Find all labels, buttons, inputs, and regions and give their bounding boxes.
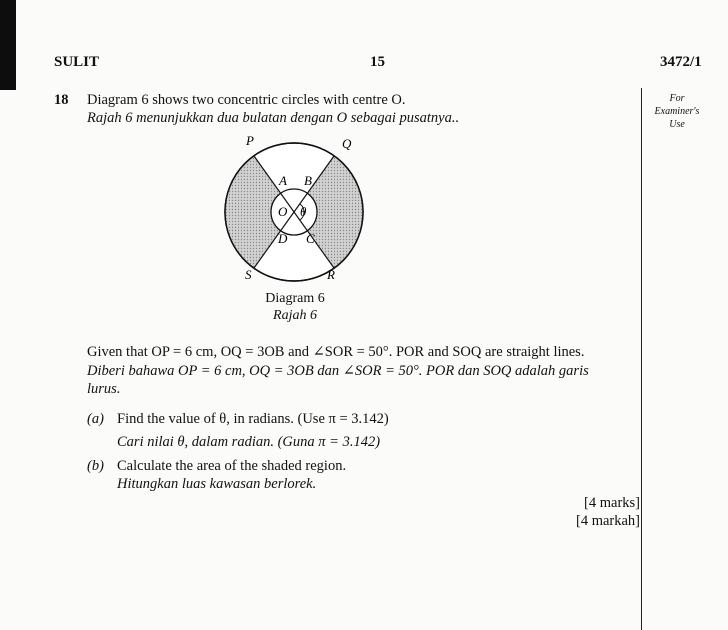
diagram-concentric-circles bbox=[210, 130, 380, 290]
part-b-ms: Hitungkan luas kawasan berlorek. bbox=[117, 476, 317, 492]
label-S: S bbox=[245, 267, 252, 282]
part-a-ms: Cari nilai θ, dalam radian. (Guna π = 3.142) bbox=[117, 434, 381, 450]
intro-ms: Rajah 6 menunjukkan dua bulatan dengan O sebagai pusatnya.. bbox=[87, 110, 460, 126]
given-en: Given that OP = 6 cm, OQ = 3OB and ∠SOR = 50°. POR and SOQ are straight lines. bbox=[87, 344, 585, 360]
diagram-caption-ms: Rajah 6 bbox=[273, 308, 317, 323]
marks-ms: [4 markah] bbox=[575, 513, 640, 529]
examiner-margin-line bbox=[641, 88, 642, 630]
label-P: P bbox=[246, 133, 254, 148]
label-A: A bbox=[279, 173, 287, 188]
part-b-label: (b) bbox=[87, 458, 104, 474]
label-C: C bbox=[306, 231, 315, 246]
marks-en: [4 marks] bbox=[584, 495, 640, 511]
label-Q: Q bbox=[342, 136, 352, 151]
part-a-en: Find the value of θ, in radians. (Use π = 3.142) bbox=[117, 411, 389, 427]
part-a-label: (a) bbox=[87, 411, 104, 427]
label-theta: θ bbox=[300, 204, 307, 219]
page-number: 15 bbox=[370, 54, 385, 70]
diagram-caption-en: Diagram 6 bbox=[265, 291, 325, 306]
examiner-note-3: Use bbox=[669, 119, 685, 130]
intro-en: Diagram 6 shows two concentric circles with centre O. bbox=[87, 92, 406, 108]
given-ms-line2: lurus. bbox=[87, 381, 121, 397]
examiner-note-1: For bbox=[669, 93, 685, 104]
label-D: D bbox=[278, 231, 288, 246]
question-number: 18 bbox=[54, 92, 69, 108]
examiner-note-2: Examiner's bbox=[654, 106, 700, 117]
label-R: R bbox=[327, 267, 335, 282]
scan-edge-shadow bbox=[0, 0, 16, 90]
label-O: O bbox=[278, 204, 288, 219]
part-b-en: Calculate the area of the shaded region. bbox=[117, 458, 347, 474]
label-B: B bbox=[304, 173, 312, 188]
paper-code: 3472/1 bbox=[660, 54, 702, 70]
given-ms-line1: Diberi bahawa OP = 6 cm, OQ = 3OB dan ∠SOR = 50°. POR dan SOQ adalah garis bbox=[87, 363, 589, 379]
header-sulit: SULIT bbox=[54, 54, 100, 70]
